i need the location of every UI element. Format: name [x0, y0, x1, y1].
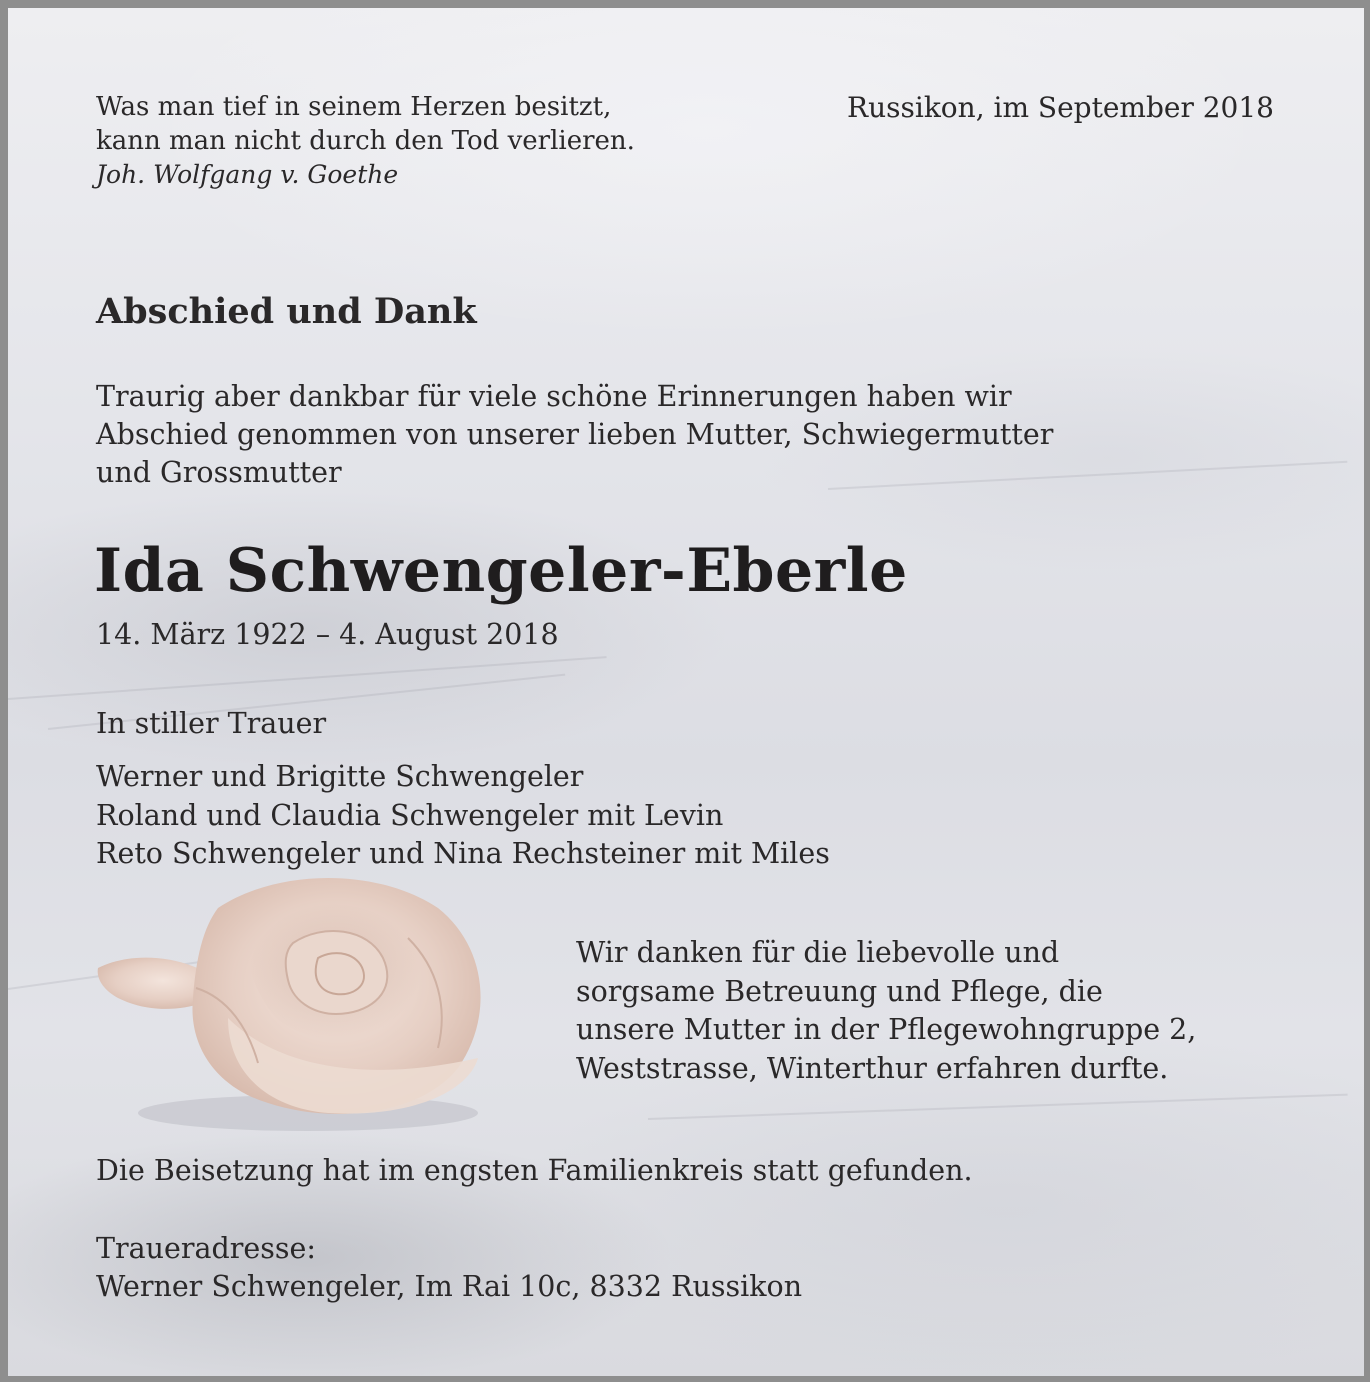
- quote-line: Was man tief in seinem Herzen besitzt,: [96, 92, 612, 122]
- place-and-date: Russikon, im September 2018: [847, 91, 1274, 124]
- rose-image: [78, 868, 498, 1138]
- intro-line: Traurig aber dankbar für viele schöne Erinnerungen haben wir: [96, 380, 1012, 413]
- obituary-notice: [8, 8, 1364, 1376]
- mourners-list: [96, 758, 830, 874]
- mourner-entry: Reto Schwengeler und Nina Rechsteiner mit Miles: [96, 837, 830, 870]
- address-value: Werner Schwengeler, Im Rai 10c, 8332 Russikon: [96, 1270, 803, 1303]
- goethe-quote: [96, 90, 635, 192]
- life-dates: 14. März 1922 – 4. August 2018: [96, 618, 559, 651]
- intro-paragraph: [96, 378, 1053, 492]
- background-streak: [648, 1094, 1348, 1120]
- thanks-line: sorgsame Betreuung und Pflege, die: [576, 974, 1103, 1008]
- burial-note: Die Beisetzung hat im engsten Familienkreis statt gefunden.: [96, 1154, 973, 1187]
- intro-line: und Grossmutter: [96, 456, 342, 489]
- thanks-paragraph: [576, 934, 1196, 1088]
- mourner-entry: Werner und Brigitte Schwengeler: [96, 760, 584, 793]
- mourner-entry: Roland und Claudia Schwengeler mit Levin: [96, 798, 724, 832]
- notice-heading: Abschied und Dank: [96, 291, 477, 332]
- mourning-label: In stiller Trauer: [96, 707, 327, 740]
- thanks-line: Wir danken für die liebevolle und: [576, 936, 1060, 969]
- thanks-line: unsere Mutter in der Pflegewohngruppe 2,: [576, 1013, 1197, 1046]
- deceased-name: Ida Schwengeler-Eberle: [94, 536, 908, 606]
- intro-line: Abschied genommen von unserer lieben Mutter, Schwiegermutter: [96, 418, 1054, 451]
- quote-author: Joh. Wolfgang v. Goethe: [96, 160, 399, 189]
- quote-line: kann man nicht durch den Tod verlieren.: [96, 126, 635, 156]
- thanks-line: Weststrasse, Winterthur erfahren durfte.: [576, 1051, 1169, 1085]
- mourning-address: [96, 1230, 802, 1306]
- address-label: Traueradresse:: [96, 1232, 316, 1265]
